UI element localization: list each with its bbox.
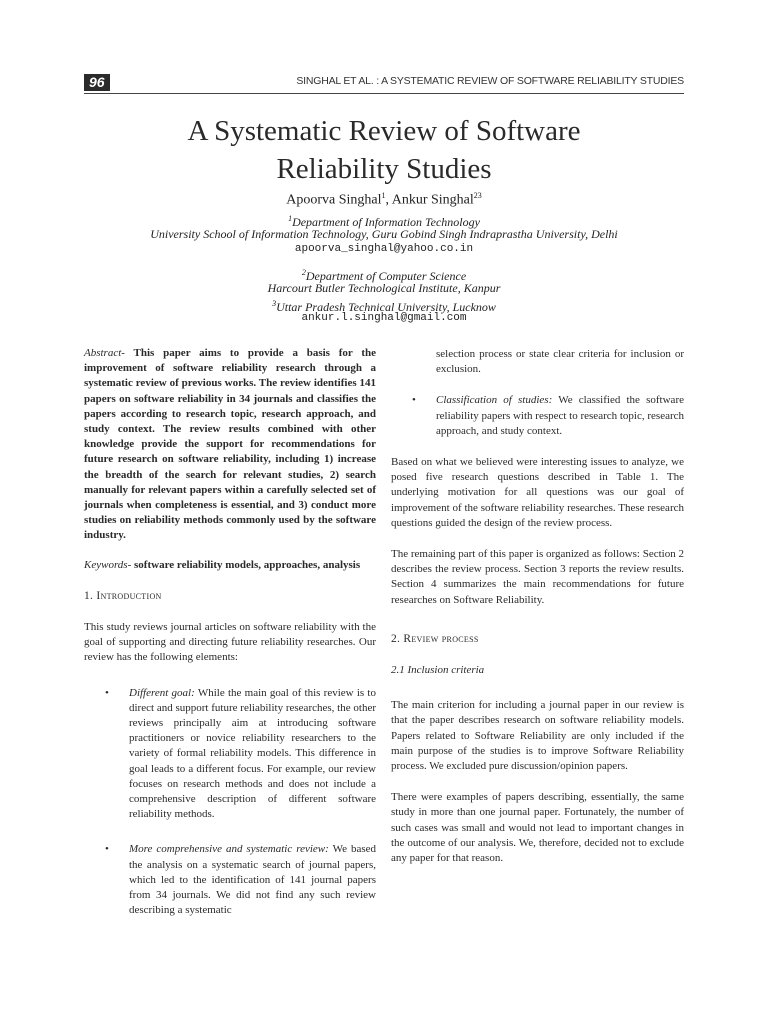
author-2-sup: 23 [473, 191, 482, 200]
affil-1-sup: 1 [288, 214, 293, 223]
list-item [391, 347, 684, 377]
page-number: 96 [84, 74, 110, 91]
bullet-2-label: More comprehensive and systematic review: [129, 843, 329, 856]
list-item [84, 842, 376, 918]
intro-bullet-list [84, 686, 376, 919]
abstract-text: This paper aims to provide a basis for the improvement of software reliability research through a systematic review of previous works. The review identifies 141 papers on software reliability in 34 journals and classifies the papers according to research topic, research approach, and study context. The review results combined with other knowledge provide the support for recommendations for future research on software reliability, including 1) increase the breadth of the search for relevant studies, 2) search manually for relevant papers within a carefully selected set of journals when completeness is essential, and 3) conduct more studies on reliability methods commonly used by the software industry. [84, 347, 376, 542]
section-1-heading: 1. Introduction [84, 589, 162, 602]
intro-paragraph-2: Based on what we believed were interesting issues to analyze, we posed five research questions described in Table 1. The underlying motivation for all questions was our goal of improvement of the software reliability researches. These research questions guided the design of the review process. [391, 456, 684, 529]
abstract-label: Abstract- [84, 347, 125, 359]
bullet-icon: • [105, 843, 109, 856]
bullet-3-text: We classified the software reliability papers with respect to research topic, research approach, and study context. [436, 394, 684, 437]
affil-2-sup: 2 [301, 268, 306, 277]
email-1: apoorva_singhal@yahoo.co.in [294, 243, 474, 255]
keywords-label: Keywords- [84, 558, 132, 571]
left-column [84, 346, 376, 919]
list-item [391, 393, 684, 439]
review-paragraph-2: There were examples of papers describing, essentially, the same study in more than one journal paper. Fortunately, the number of such cases was small and would not lead to important changes in the outcome of our analysis. We, therefore, decided not to exclude any paper for that reason. [391, 791, 684, 865]
bullet-2-text: We based the analysis on a systematic search of journal papers, which led to the identification of 141 journal papers from 34 journals. We did not find any such review describing a systematic [129, 843, 376, 917]
list-item [84, 686, 376, 823]
intro-paragraph-3: The remaining part of this paper is organized as follows: Section 2 describes the review process. Section 3 reports the review results. Section 4 summarizes the main recommendations for future researches on Software Reliability. [391, 548, 684, 606]
abstract [84, 346, 376, 544]
author-1: Apoorva Singhal [286, 192, 382, 208]
affiliation-2-inst: Harcourt Butler Technological Institute, Kanpur [267, 281, 501, 295]
intro-bullet-list-continued [391, 347, 684, 439]
keywords-text: software reliability models, approaches, analysis [131, 558, 361, 571]
affil-3-inst-text: Uttar Pradesh Technical University, Lucknow [276, 300, 496, 314]
title-line-1: A Systematic Review of Software [187, 115, 581, 147]
bullet-icon: • [412, 394, 416, 407]
author-separator: , [385, 192, 392, 208]
right-column [391, 347, 684, 866]
affil-3-sup: 3 [272, 299, 277, 308]
bullet-3-label: Classification of studies: [436, 394, 553, 407]
bullet-1-text: While the main goal of this review is to direct and support future reliability researches, the other reviews principally aim at introducing software practitioners or novice reliability researchers to the variety of formal reliability models. This difference in goal leads to a different focus. For example, our review focuses on research methods and does not include a comprehensive description of different software reliability methods. [129, 686, 376, 821]
header-rule [84, 93, 684, 94]
intro-paragraph-1: This study reviews journal articles on software reliability with the goal of supporting and directing future reliability researches. Our review has the following elements: [84, 621, 376, 664]
paper-title [84, 112, 684, 188]
page-header [84, 74, 684, 94]
running-head: SINGHAL ET AL. : A SYSTEMATIC REVIEW OF SOFTWARE RELIABILITY STUDIES [296, 75, 684, 87]
subsection-2-1-heading: 2.1 Inclusion criteria [391, 664, 485, 677]
affil-2-dept-text: Department of Computer Science [305, 269, 467, 283]
author-2: Ankur Singhal [391, 192, 474, 208]
title-line-2: Reliability Studies [276, 153, 492, 185]
email-2: ankur.l.singhal@gmail.com [301, 312, 467, 324]
author-1-sup: 1 [381, 191, 386, 200]
keywords [84, 558, 376, 573]
bullet-icon: • [105, 686, 109, 699]
affil-1-dept-text: Department of Information Technology [292, 215, 480, 229]
review-paragraph-1: The main criterion for including a journal paper in our review is that the paper describes research on software reliability models. Papers related to Software Reliability are only included if the main purpose of the studies is to improve Software Reliability process. We excluded pure discussion/opinion papers. [391, 699, 684, 773]
authors [84, 191, 684, 209]
affiliation-1-inst: University School of Information Technology, Guru Gobind Singh Indraprastha University, Delhi [150, 227, 618, 241]
section-2-heading: 2. Review process [391, 632, 479, 645]
bullet-2-continued: selection process or state clear criteria for inclusion or exclusion. [436, 348, 684, 376]
bullet-1-label: Different goal: [129, 686, 195, 699]
